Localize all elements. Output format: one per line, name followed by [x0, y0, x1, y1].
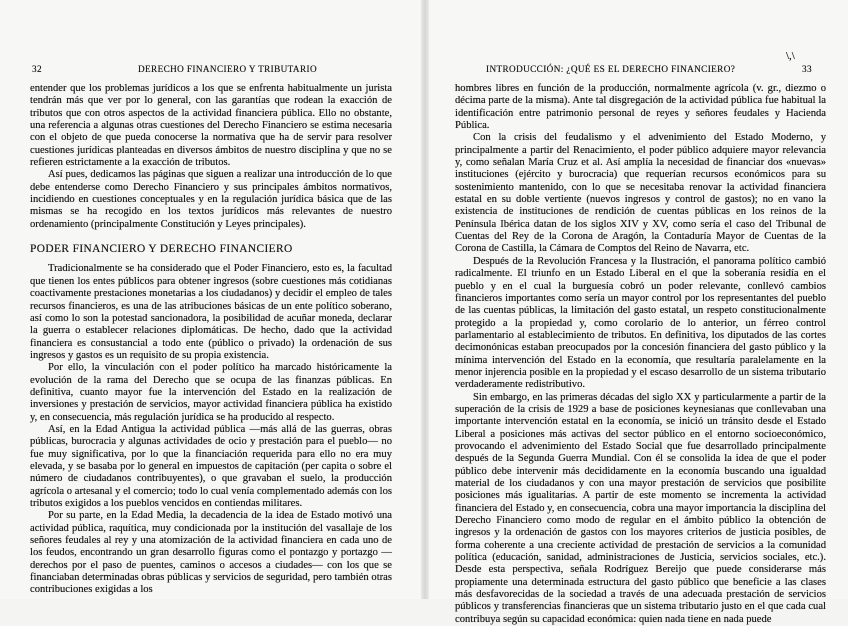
left-running-head: DERECHO FINANCIERO Y TRIBUTARIO [138, 64, 317, 74]
left-page-text [30, 83, 392, 597]
right-paragraph: Después de la Revolución Francesa y la Ilustración, el panorama político cambió radicalmente. El triunfo en un Estado Liberal en el que la soberanía residía en el pueblo y en el cual la burguesía cobró un poder relevante, conllevó cambios financieros importantes como sería un mayor control por los representantes del pueblo de las cuentas públicas, la limitación del gasto estatal, un respeto constitucionalmente protegido a la propiedad y, como corolario de lo anterior, un férreo control parlamentario al establecimiento de tributos. En definitiva, los diputados de las cortes decimonónicas estaban preocupados por la concesión financiera del gasto público y la mínima intervención del Estado en la economía, que resultaría paralelamente en la menor injerencia posible en la propiedad y el escaso desarrollo de un sistema tributario verdaderamente redistributivo. [455, 255, 826, 391]
left-paragraph: Por ello, la vinculación con el poder político ha marcado históricamente la evolución de la rama del Derecho que se ocupa de las finanzas públicas. En definitiva, cuanto mayor fue la intervención del Estado en la realización de inversiones y prestación de servicios, mayor actividad financiera pública ha existido y, en consecuencia, más regulación jurídica se ha producido al respecto. [30, 362, 392, 423]
right-running-head: INTRODUCCIÓN: ¿QUÉ ES EL DERECHO FINANCIERO? [486, 64, 736, 74]
left-paragraph: Por su parte, en la Edad Media, la decadencia de la idea de Estado motivó una actividad pública, raquítica, muy condicionada por la institución del vasallaje de los señores feudales al rey y una atomización de la actividad financiera en cada uno de los feudos, encontrando un gran desarrollo figuras como el pontazgo y portazgo —derechos por el paso de puentes, caminos o accesos a ciudades— con los que se financiaban determinadas obras públicas y servicios de seguridad, pero también otras contribuciones exigidas a los [30, 510, 392, 596]
section-heading: PODER FINANCIERO Y DERECHO FINANCIERO [30, 243, 293, 256]
right-paragraph: hombres libres en función de la producción, normalmente agrícola (v. gr., diezmo o décima parte de la misma). Ante tal disgregación de la actividad pública fue habitual la identificación entre patrimonio personal de reyes y señores feudales y Hacienda Pública. [455, 83, 826, 132]
left-paragraph: entender que los problemas jurídicos a los que se enfrenta habitualmente un jurista tendrán más que ver por lo general, con las garantías que rodean la exacción de tributos que con otros aspectos de la actividad financiera pública. Ello no obstante, una referencia a algunas otras cuestiones del Derecho Financiero se estima necesaria con el objeto de que pueda conocerse la normativa que ha de servir para resolver cuestiones jurídicas planteadas en diversos ámbitos de nuestro disciplina y que no se refieren estrictamente a la exacción de tributos. [30, 83, 392, 169]
right-paragraph: Con la crisis del feudalismo y el advenimiento del Estado Moderno, y principalmente a partir del Renacimiento, el poder público adquiere mayor relevancia y, como señalan María Cruz et al. Así amplía la necesidad de financiar dos «nuevas» instituciones (ejército y burocracia) que requerían recursos económicos para su sostenimiento mantenido, con lo que se necesitaba renovar la actividad financiera estatal en su doble vertiente (nuevos ingresos y control de gastos); no en vano la existencia de instituciones de rendición de cuentas públicas en los reinos de la Península Ibérica datan de los siglos XIV y XV, como sería el caso del Tribunal de Cuentas del Rey de la Corona de Aragón, la Contaduría Mayor de Cuentas de la Corona de Castilla, la Cámara de Comptos del Reino de Navarra, etc. [455, 132, 826, 255]
book-gutter [421, 0, 429, 599]
left-page-number: 32 [32, 64, 42, 74]
right-page-text [455, 83, 826, 626]
left-paragraph: Así, en la Edad Antigua la actividad pública —más allá de las guerras, obras públicas, burocracia y algunas actividades de ocio y prestación para el pueblo— no fue muy significativa, por lo que la financiación requerida para ello no era muy elevada, y se basaba por lo general en impuestos de capitación (per capita o sobre el número de ciudadanos contribuyentes), o que gravaban el suelo, la producción agrícola o artesanal y el comercio; todo lo cual venía complementado además con los tributos exigidos a los pueblos vencidos en contiendas militares. [30, 423, 392, 509]
corner-mark: \,\ [786, 50, 795, 62]
right-page-number: 33 [802, 64, 812, 74]
left-paragraph: Tradicionalmente se ha considerado que el Poder Financiero, esto es, la facultad que tienen los entes públicos para obtener ingresos (sobre cuestiones más cotidianas coactivamente prestaciones monetarias a los ciudadanos) y decidir el empleo de tales recursos financieros, es una de las atribuciones básicas de un ente político soberano, así como lo son la potestad sancionadora, la posibilidad de acuñar moneda, declarar la guerra o establecer relaciones diplomáticas. De hecho, dado que la actividad financiera es consustancial a todo ente (público o privado) la ordenación de sus ingresos y gastos es un requisito de su propia existencia. [30, 263, 392, 361]
right-paragraph: Sin embargo, en las primeras décadas del siglo XX y particularmente a partir de la superación de la crisis de 1929 a base de posiciones keynesianas que conllevaban una importante intervención estatal en la economía, se inició un tránsito desde el Estado Liberal a posiciones más activas del sector público en el entorno socioeconómico, provocando el advenimiento del Estado Social que fue desarrollado principalmente después de la Segunda Guerra Mundial. Con él se consolida la idea de que el poder público debe intervenir más decididamente en la economía buscando una igualdad material de los ciudadanos y con una mayor prestación de servicios que posibilite posiciones más igualitarias. A partir de este momento se incrementa la actividad financiera del Estado y, en consecuencia, cobra una mayor importancia la disciplina del Derecho Financiero como modo de regular en el ámbito público la obtención de ingresos y la ordenación de gastos con los mayores criterios de justicia posibles, de forma coherente a una creciente actividad de prestación de servicios a la comunidad política (educación, sanidad, administraciones de Justicia, servicios sociales, etc.). Desde esta perspectiva, señala Rodríguez Bereijo que puede considerarse más propiamente una determinada estructura del gasto público que beneficie a las clases más desfavorecidas de la sociedad a través de una adecuada prestación de servicios públicos y transferencias financieras que un sistema tributario justo en el que cada cual contribuya según su capacidad económica: quien nada tiene en nada puede [455, 391, 826, 625]
left-paragraph: Así pues, dedicamos las páginas que siguen a realizar una introducción de lo que debe entenderse como Derecho Financiero y sus principales ámbitos normativos, incidiendo en cuestiones conceptuales y en la regulación jurídica básica que de las mismas se ha recogido en los textos jurídicos más relevantes de nuestro ordenamiento (principalmente Constitución y Leyes principales). [30, 169, 392, 230]
